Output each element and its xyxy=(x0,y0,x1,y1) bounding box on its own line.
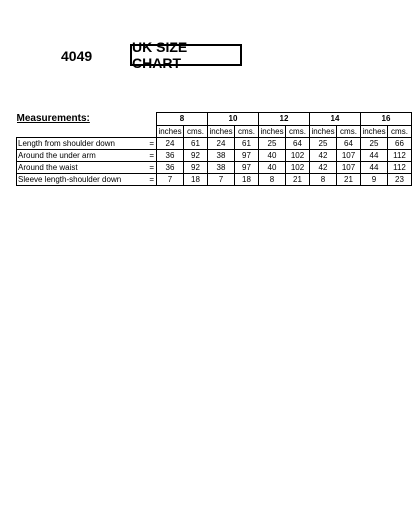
value-cell-10-inches: 38 xyxy=(208,162,235,174)
value-cell-10-cms: 18 xyxy=(235,174,259,186)
value-cell-10-inches: 38 xyxy=(208,150,235,162)
chart-title-text: UK SIZE CHART xyxy=(132,39,188,71)
value-cell-12-cms: 64 xyxy=(286,138,310,150)
measurement-label: Length from shoulder down xyxy=(17,138,144,150)
product-code: 4049 xyxy=(61,48,93,64)
value-cell-8-inches: 7 xyxy=(157,174,184,186)
measurement-label: Around the under arm xyxy=(17,150,144,162)
value-cell-12-inches: 25 xyxy=(259,138,286,150)
size-table-body xyxy=(17,113,412,186)
value-cell-14-cms: 107 xyxy=(337,150,361,162)
value-cell-12-cms: 21 xyxy=(286,174,310,186)
value-cell-12-inches: 40 xyxy=(259,150,286,162)
chart-title xyxy=(130,39,242,71)
size-header-10: 10 xyxy=(208,113,259,126)
size-chart-table xyxy=(16,112,412,186)
value-cell-16-cms: 112 xyxy=(388,150,412,162)
unit-header-16-inches: inches xyxy=(362,127,386,136)
value-cell-8-cms: 92 xyxy=(184,150,208,162)
size-header-14: 14 xyxy=(310,113,361,126)
value-cell-12-cms: 102 xyxy=(286,162,310,174)
value-cell-10-cms: 97 xyxy=(235,162,259,174)
value-cell-16-inches: 9 xyxy=(361,174,388,186)
size-header-12: 12 xyxy=(259,113,310,126)
value-cell-12-cms: 102 xyxy=(286,150,310,162)
unit-header-10-cms: cms. xyxy=(235,126,259,138)
unit-header-16-cms: cms. xyxy=(388,126,412,138)
value-cell-16-inches: 44 xyxy=(361,150,388,162)
equals-sign: = xyxy=(144,162,157,174)
value-cell-16-cms: 112 xyxy=(388,162,412,174)
value-cell-14-cms: 107 xyxy=(337,162,361,174)
unit-header-14-cms: cms. xyxy=(337,126,361,138)
measurement-label: Sleeve length-shoulder down xyxy=(17,174,144,186)
unit-header-10-inches: inches xyxy=(209,127,233,136)
value-cell-8-cms: 92 xyxy=(184,162,208,174)
unit-header-row xyxy=(17,126,412,138)
value-cell-16-inches: 25 xyxy=(361,138,388,150)
value-cell-8-inches: 36 xyxy=(157,162,184,174)
value-cell-14-cms: 64 xyxy=(337,138,361,150)
value-cell-10-inches: 24 xyxy=(208,138,235,150)
value-cell-8-inches: 36 xyxy=(157,150,184,162)
equals-sign: = xyxy=(144,174,157,186)
measurements-heading-cell xyxy=(17,113,157,126)
value-cell-14-inches: 8 xyxy=(310,174,337,186)
unit-header-8-cms: cms. xyxy=(184,126,208,138)
measurement-label: Around the waist xyxy=(17,162,144,174)
value-cell-8-cms: 18 xyxy=(184,174,208,186)
value-cell-8-inches: 24 xyxy=(157,138,184,150)
value-cell-14-inches: 42 xyxy=(310,150,337,162)
measurements-heading: Measurements: xyxy=(16,113,90,124)
equals-sign: = xyxy=(144,138,157,150)
unit-row-spacer xyxy=(17,126,157,138)
unit-header-12-inches: inches xyxy=(260,127,284,136)
value-cell-8-cms: 61 xyxy=(184,138,208,150)
value-cell-10-cms: 61 xyxy=(235,138,259,150)
table-row xyxy=(17,138,412,150)
value-cell-16-cms: 66 xyxy=(388,138,412,150)
unit-header-14-inches: inches xyxy=(311,127,335,136)
size-header-16: 16 xyxy=(361,113,412,126)
value-cell-14-inches: 42 xyxy=(310,162,337,174)
value-cell-12-inches: 40 xyxy=(259,162,286,174)
table-row xyxy=(17,174,412,186)
value-cell-16-cms: 23 xyxy=(388,174,412,186)
table-row xyxy=(17,162,412,174)
table-row xyxy=(17,150,412,162)
size-header-row xyxy=(17,113,412,126)
value-cell-14-cms: 21 xyxy=(337,174,361,186)
value-cell-12-inches: 8 xyxy=(259,174,286,186)
value-cell-10-cms: 97 xyxy=(235,150,259,162)
value-cell-14-inches: 25 xyxy=(310,138,337,150)
unit-header-8-inches: inches xyxy=(158,127,182,136)
value-cell-16-inches: 44 xyxy=(361,162,388,174)
value-cell-10-inches: 7 xyxy=(208,174,235,186)
size-header-8: 8 xyxy=(157,113,208,126)
unit-header-12-cms: cms. xyxy=(286,126,310,138)
equals-sign: = xyxy=(144,150,157,162)
